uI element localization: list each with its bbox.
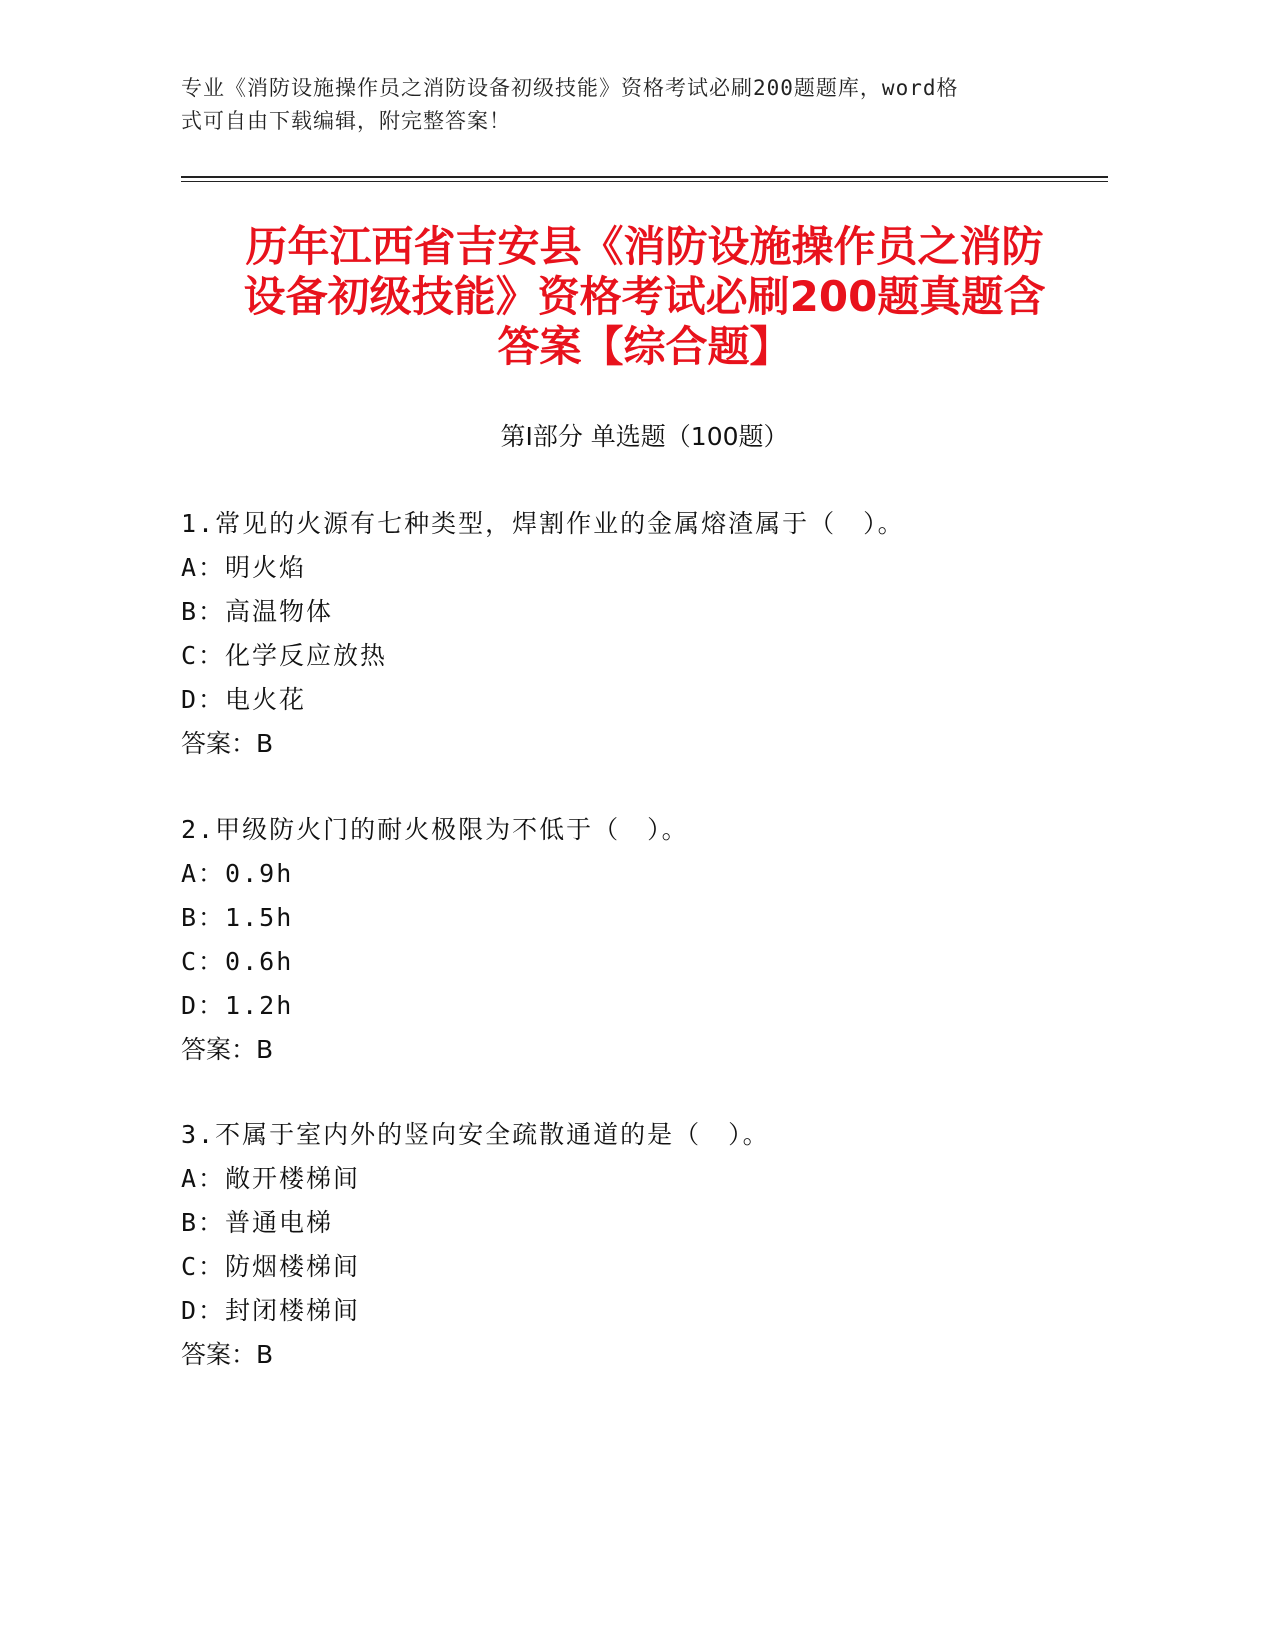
question-text: 3.不属于室内外的竖向安全疏散通道的是（ ）。 (181, 1120, 770, 1149)
question-3 (181, 1113, 1108, 1377)
option-b: B：普通电梯 (181, 1208, 334, 1237)
header-divider-thin (181, 181, 1108, 182)
question-text: 2.甲级防火门的耐火极限为不低于（ ）。 (181, 815, 689, 844)
document-title (181, 222, 1108, 372)
document-title-line-1: 历年江西省吉安县《消防设施操作员之消防 (245, 222, 1044, 271)
section-heading: 第Ⅰ部分 单选题（100题） (500, 422, 789, 451)
answer: 答案：B (181, 1340, 274, 1369)
question-text: 1.常见的火源有七种类型，焊割作业的金属熔渣属于（ ）。 (181, 509, 905, 538)
option-d: D：封闭楼梯间 (181, 1296, 361, 1325)
option-a: A：明火焰 (181, 553, 307, 582)
option-c: C：防烟楼梯间 (181, 1252, 361, 1281)
option-d: D：电火花 (181, 685, 307, 714)
document-title-line-2: 设备初级技能》资格考试必刷200题真题含 (243, 272, 1046, 321)
answer: 答案：B (181, 1035, 274, 1064)
question-1 (181, 502, 1108, 766)
header-divider-thick (181, 176, 1108, 178)
option-a: A：敞开楼梯间 (181, 1164, 361, 1193)
option-c: C：0.6h (181, 947, 294, 976)
option-a: A：0.9h (181, 859, 294, 888)
option-b: B：高温物体 (181, 597, 334, 626)
option-d: D：1.2h (181, 991, 294, 1020)
option-b: B：1.5h (181, 903, 294, 932)
header-note (181, 72, 1061, 138)
question-2 (181, 808, 1108, 1072)
answer: 答案：B (181, 729, 274, 758)
header-note-line-2: 式可自由下载编辑，附完整答案！ (181, 109, 511, 133)
option-c: C：化学反应放热 (181, 641, 388, 670)
document-title-line-3: 答案【综合题】 (497, 322, 792, 371)
header-note-line-1: 专业《消防设施操作员之消防设备初级技能》资格考试必刷200题题库，word格 (181, 76, 959, 100)
